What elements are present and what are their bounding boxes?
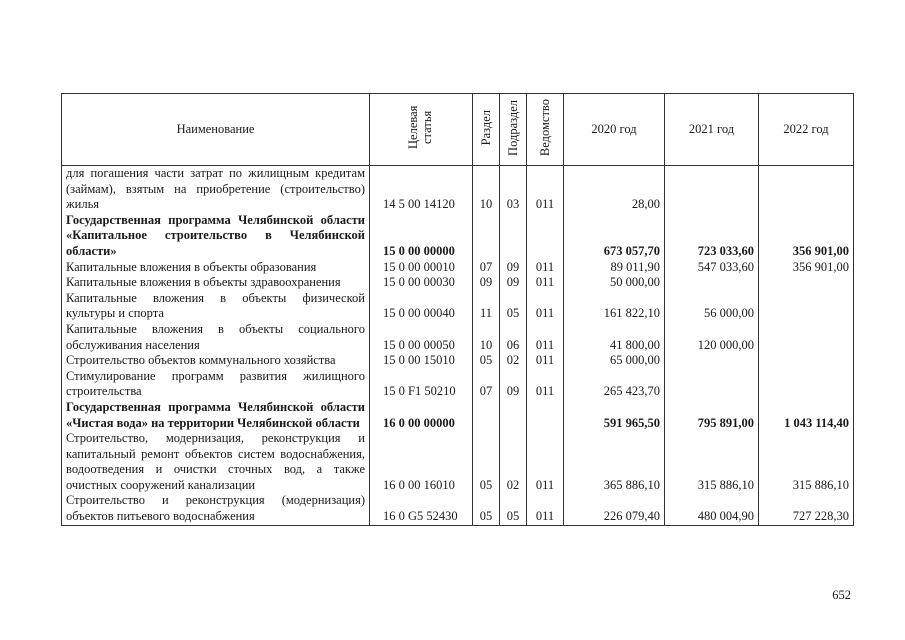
row-section [473, 400, 500, 431]
row-value-2021: 547 033,60 [665, 260, 759, 276]
row-subsection: 09 [500, 260, 527, 276]
table-row [62, 322, 854, 353]
row-value-2021: 795 891,00 [665, 400, 759, 431]
header-2021: 2021 год [665, 94, 759, 166]
table-row [62, 493, 854, 525]
row-value-2022 [759, 275, 854, 291]
row-subsection [500, 213, 527, 260]
row-agency [527, 213, 564, 260]
row-name: Строительство, модернизация, реконструкция и капитальный ремонт объектов систем водоснабжения, водоотведения и очистки сточных вод, а также очистных сооружений канализации [62, 431, 370, 493]
row-target-code: 15 0 00 00030 [370, 275, 473, 291]
row-subsection: 09 [500, 369, 527, 400]
row-value-2021: 723 033,60 [665, 213, 759, 260]
row-name: Капитальные вложения в объекты физической культуры и спорта [62, 291, 370, 322]
table-body [62, 166, 854, 526]
row-subsection: 03 [500, 166, 527, 213]
row-subsection [500, 400, 527, 431]
row-agency: 011 [527, 369, 564, 400]
row-value-2020: 365 886,10 [564, 431, 665, 493]
header-2020: 2020 год [564, 94, 665, 166]
budget-table [61, 93, 854, 526]
row-value-2020: 50 000,00 [564, 275, 665, 291]
row-value-2022 [759, 322, 854, 353]
row-subsection: 06 [500, 322, 527, 353]
row-target-code: 15 0 00 00050 [370, 322, 473, 353]
row-name: Капитальные вложения в объекты здравоохранения [62, 275, 370, 291]
row-value-2020: 28,00 [564, 166, 665, 213]
table-row [62, 400, 854, 431]
row-section: 11 [473, 291, 500, 322]
row-agency: 011 [527, 431, 564, 493]
row-target-code: 15 0 00 00000 [370, 213, 473, 260]
row-section: 10 [473, 322, 500, 353]
row-agency [527, 400, 564, 431]
row-agency: 011 [527, 493, 564, 525]
row-value-2021: 480 004,90 [665, 493, 759, 525]
table-row [62, 260, 854, 276]
header-name: Наименование [62, 94, 370, 166]
row-name: Государственная программа Челябинской области «Капитальное строительство в Челябинской области» [62, 213, 370, 260]
row-value-2021 [665, 275, 759, 291]
header-agency: Ведомство [527, 94, 564, 166]
row-value-2021: 56 000,00 [665, 291, 759, 322]
row-section: 10 [473, 166, 500, 213]
row-name: Государственная программа Челябинской области «Чистая вода» на территории Челябинской области [62, 400, 370, 431]
row-section: 05 [473, 353, 500, 369]
row-value-2022 [759, 369, 854, 400]
row-subsection: 05 [500, 291, 527, 322]
row-agency: 011 [527, 322, 564, 353]
row-name: Строительство объектов коммунального хозяйства [62, 353, 370, 369]
row-section: 09 [473, 275, 500, 291]
row-section [473, 213, 500, 260]
row-agency: 011 [527, 166, 564, 213]
row-value-2020: 65 000,00 [564, 353, 665, 369]
table-row [62, 431, 854, 493]
row-target-code: 15 0 00 00010 [370, 260, 473, 276]
table-header [62, 94, 854, 166]
row-value-2022 [759, 291, 854, 322]
row-value-2020: 226 079,40 [564, 493, 665, 525]
row-value-2022: 356 901,00 [759, 213, 854, 260]
row-value-2022: 1 043 114,40 [759, 400, 854, 431]
header-section: Раздел [473, 94, 500, 166]
row-value-2022: 727 228,30 [759, 493, 854, 525]
row-section: 07 [473, 260, 500, 276]
row-target-code: 16 0 G5 52430 [370, 493, 473, 525]
row-value-2020: 89 011,90 [564, 260, 665, 276]
row-value-2021 [665, 166, 759, 213]
row-subsection: 02 [500, 431, 527, 493]
row-agency: 011 [527, 260, 564, 276]
row-agency: 011 [527, 275, 564, 291]
row-agency: 011 [527, 291, 564, 322]
header-subsection: Подраздел [500, 94, 527, 166]
table-row [62, 291, 854, 322]
table-row [62, 213, 854, 260]
table-row [62, 275, 854, 291]
row-value-2020: 41 800,00 [564, 322, 665, 353]
row-value-2021: 120 000,00 [665, 322, 759, 353]
row-subsection: 02 [500, 353, 527, 369]
row-name: Капитальные вложения в объекты социального обслуживания населения [62, 322, 370, 353]
row-subsection: 05 [500, 493, 527, 525]
row-value-2020: 591 965,50 [564, 400, 665, 431]
table-row [62, 166, 854, 213]
row-target-code: 16 0 00 16010 [370, 431, 473, 493]
row-target-code: 15 0 00 15010 [370, 353, 473, 369]
page-number: 652 [832, 588, 851, 602]
header-target: Целевая статья [370, 94, 473, 166]
row-value-2021: 315 886,10 [665, 431, 759, 493]
row-section: 05 [473, 493, 500, 525]
header-2022: 2022 год [759, 94, 854, 166]
row-name: для погашения части затрат по жилищным кредитам (займам), взятым на приобретение (строительство) жилья [62, 166, 370, 213]
row-value-2022 [759, 353, 854, 369]
row-section: 05 [473, 431, 500, 493]
row-value-2022: 356 901,00 [759, 260, 854, 276]
row-value-2021 [665, 369, 759, 400]
table-row [62, 369, 854, 400]
row-target-code: 16 0 00 00000 [370, 400, 473, 431]
row-value-2020: 161 822,10 [564, 291, 665, 322]
row-target-code: 14 5 00 14120 [370, 166, 473, 213]
row-section: 07 [473, 369, 500, 400]
row-agency: 011 [527, 353, 564, 369]
row-value-2022: 315 886,10 [759, 431, 854, 493]
row-value-2020: 265 423,70 [564, 369, 665, 400]
row-value-2020: 673 057,70 [564, 213, 665, 260]
row-name: Капитальные вложения в объекты образования [62, 260, 370, 276]
row-value-2022 [759, 166, 854, 213]
table-row [62, 353, 854, 369]
row-name: Строительство и реконструкция (модернизация) объектов питьевого водоснабжения [62, 493, 370, 525]
row-name: Стимулирование программ развития жилищного строительства [62, 369, 370, 400]
row-subsection: 09 [500, 275, 527, 291]
row-value-2021 [665, 353, 759, 369]
row-target-code: 15 0 00 00040 [370, 291, 473, 322]
row-target-code: 15 0 F1 50210 [370, 369, 473, 400]
